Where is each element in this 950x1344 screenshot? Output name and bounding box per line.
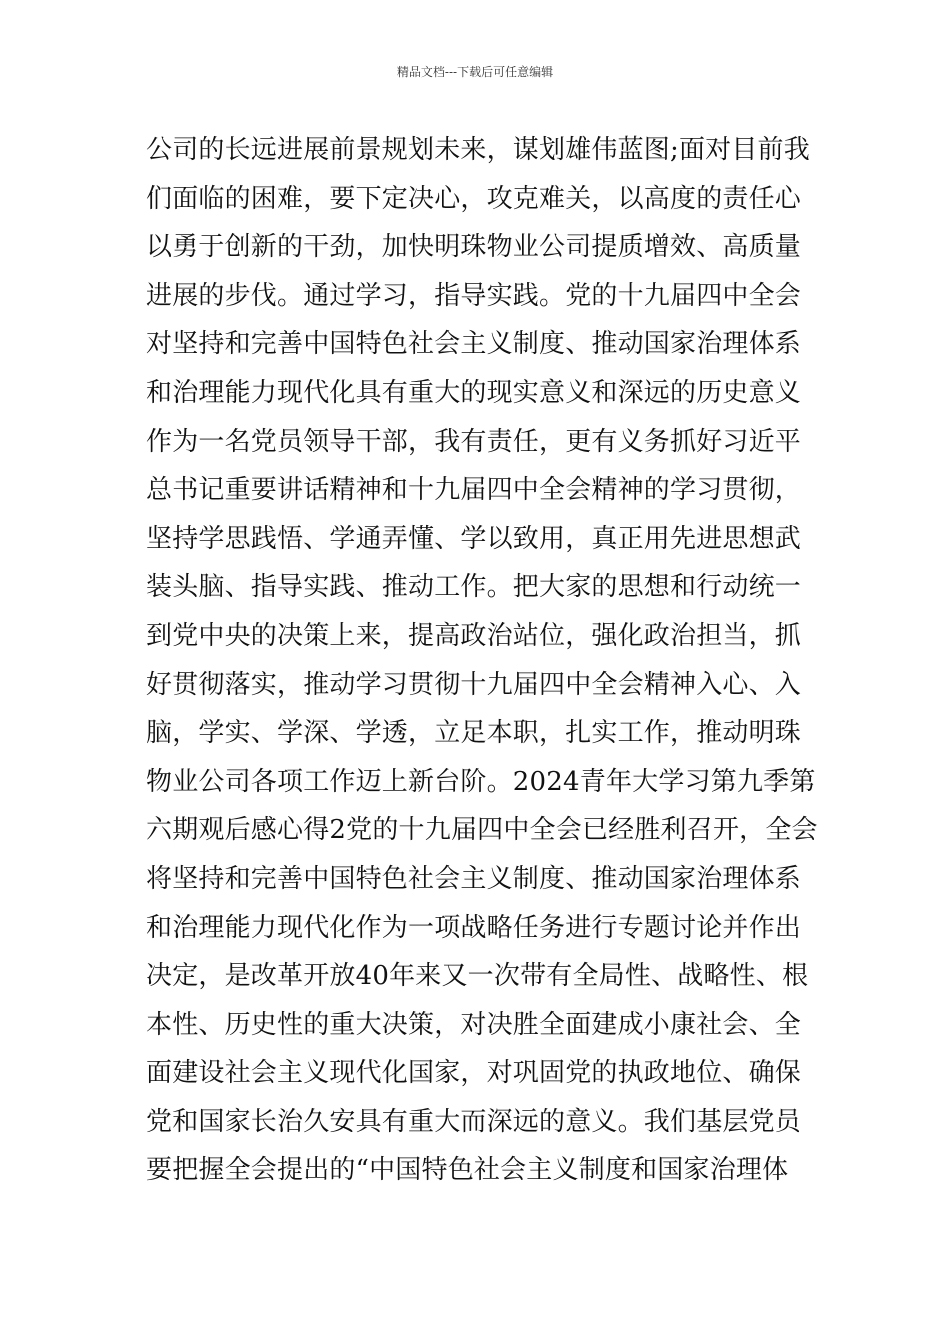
text-line: 六期观后感心得2党的十九届四中全会已经胜利召开，全会 bbox=[146, 815, 818, 846]
text-line: 总书记重要讲话精神和十九届四中全会精神的学习贯彻， bbox=[146, 475, 802, 506]
text-line: 们面临的困难，要下定决心，攻克难关，以高度的责任心 bbox=[146, 183, 802, 214]
text-line: 对坚持和完善中国特色社会主义制度、推动国家治理体系 bbox=[146, 329, 802, 360]
text-line: 脑，学实、学深、学透，立足本职，扎实工作，推动明珠 bbox=[146, 718, 802, 749]
text-line: 和治理能力现代化作为一项战略任务进行专题讨论并作出 bbox=[146, 912, 802, 943]
text-line: 装头脑、指导实践、推动工作。把大家的思想和行动统一 bbox=[146, 572, 802, 603]
text-line: 到党中央的决策上来，提高政治站位，强化政治担当，抓 bbox=[146, 620, 802, 651]
text-line: 进展的步伐。通过学习，指导实践。党的十九届四中全会 bbox=[146, 280, 802, 311]
text-line: 以勇于创新的干劲，加快明珠物业公司提质增效、高质量 bbox=[146, 232, 802, 263]
text-line: 坚持学思践悟、学通弄懂、学以致用，真正用先进思想武 bbox=[146, 523, 802, 554]
body-paragraph bbox=[146, 126, 826, 1195]
text-line: 好贯彻落实，推动学习贯彻十九届四中全会精神入心、入 bbox=[146, 669, 802, 700]
text-line: 本性、历史性的重大决策，对决胜全面建成小康社会、全 bbox=[146, 1009, 802, 1040]
text-line: 作为一名党员领导干部，我有责任，更有义务抓好习近平 bbox=[146, 426, 802, 457]
text-line: 要把握全会提出的“中国特色社会主义制度和国家治理体 bbox=[146, 1155, 789, 1186]
text-line: 党和国家长治久安具有重大而深远的意义。我们基层党员 bbox=[146, 1106, 802, 1137]
page-header: 精品文档---下载后可任意编辑 bbox=[396, 65, 554, 79]
text-line: 将坚持和完善中国特色社会主义制度、推动国家治理体系 bbox=[146, 863, 802, 894]
text-line: 面建设社会主义现代化国家，对巩固党的执政地位、确保 bbox=[146, 1058, 802, 1089]
text-line: 物业公司各项工作迈上新台阶。2024青年大学习第九季第 bbox=[146, 766, 816, 797]
text-line: 决定，是改革开放40年来又一次带有全局性、战略性、根 bbox=[146, 961, 809, 992]
text-line: 公司的长远进展前景规划未来，谋划雄伟蓝图;面对目前我 bbox=[146, 135, 810, 165]
text-line: 和治理能力现代化具有重大的现实意义和深远的历史意义 bbox=[146, 377, 802, 408]
